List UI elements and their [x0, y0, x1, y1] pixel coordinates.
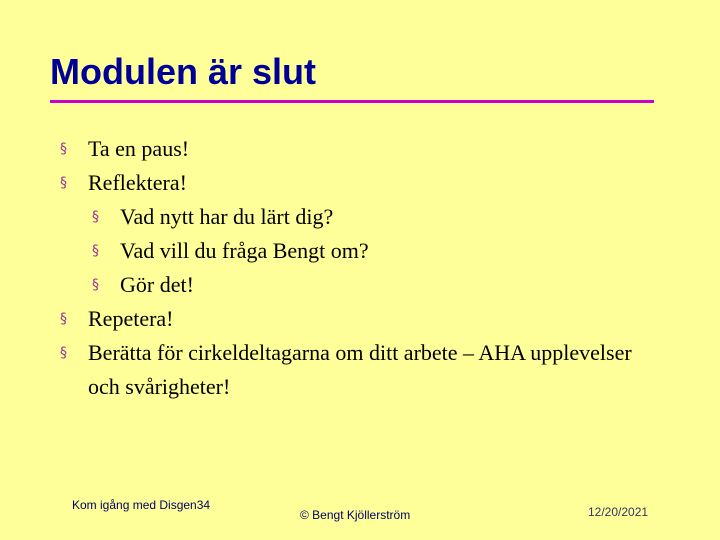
bullet-item — [60, 336, 660, 404]
footer-date: 12/20/2021 — [588, 505, 649, 519]
bullet-text: Reflektera! — [88, 170, 187, 195]
bullet-text: Vad vill du fråga Bengt om? — [120, 238, 369, 263]
bullet-item — [60, 166, 660, 200]
slide-title: Modulen är slut — [50, 51, 317, 92]
sub-bullet-item — [92, 200, 660, 234]
bullet-item — [60, 302, 660, 336]
bullet-text: Vad nytt har du lärt dig? — [120, 204, 334, 229]
bullet-list — [60, 132, 660, 404]
bullet-marker-icon: § — [60, 141, 67, 157]
bullet-marker-icon: § — [60, 175, 67, 191]
footer-copyright: © Bengt Kjöllerström — [300, 508, 411, 522]
bullet-text: Gör det! — [120, 272, 194, 297]
footer-course-name: Kom igång med Disgen34 — [72, 498, 211, 512]
sub-bullet-item — [92, 234, 660, 268]
bullet-marker-icon: § — [92, 277, 99, 293]
bullet-item — [60, 132, 660, 166]
bullet-text: Ta en paus! — [88, 136, 190, 161]
bullet-marker-icon: § — [60, 345, 67, 361]
bullet-text: Berätta för cirkeldeltagarna om ditt arbete – AHA upplevelser och svårigheter! — [88, 340, 632, 399]
title-underline — [50, 100, 654, 103]
bullet-marker-icon: § — [60, 311, 67, 327]
sub-bullet-item — [92, 268, 660, 302]
bullet-marker-icon: § — [92, 209, 99, 225]
bullet-marker-icon: § — [92, 243, 99, 259]
bullet-text: Repetera! — [88, 306, 174, 331]
